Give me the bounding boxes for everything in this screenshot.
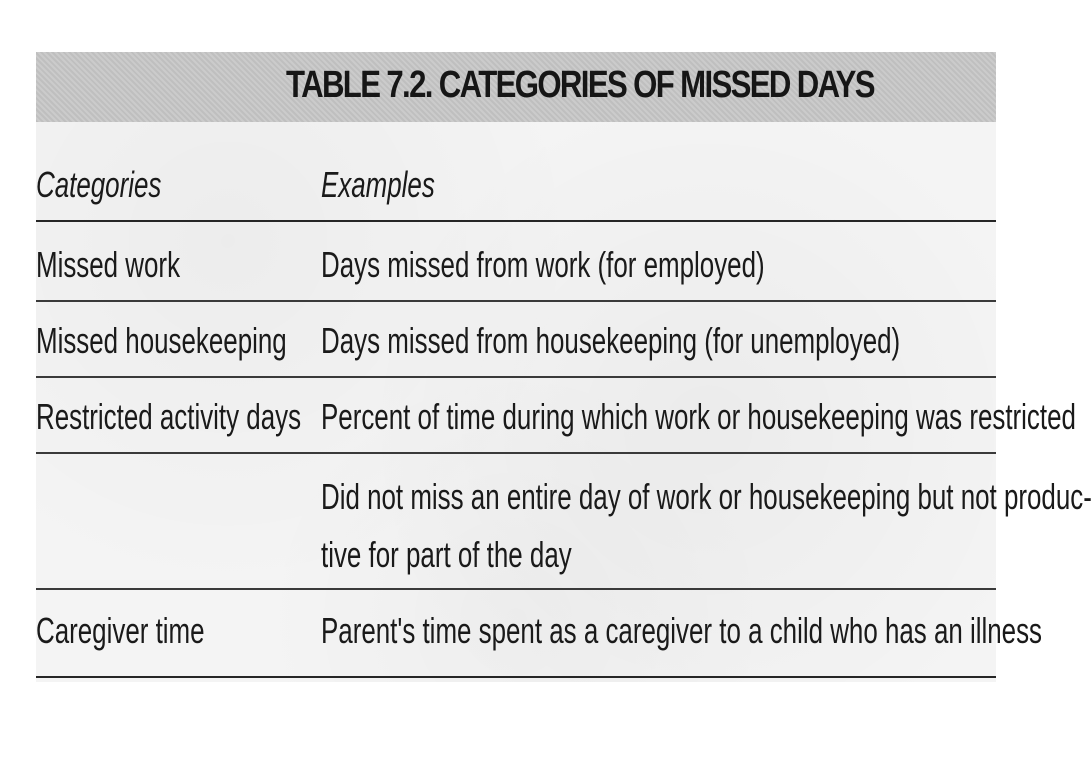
row-5-category: Caregiver time bbox=[36, 610, 205, 651]
row-4-example-line-2: tive for part of the day bbox=[321, 534, 572, 575]
row-1-category: Missed work bbox=[36, 244, 181, 285]
row-2-category: Missed housekeeping bbox=[36, 320, 287, 361]
row-4-example-line-1: Did not miss an entire day of work or housekeeping but not produc- bbox=[321, 476, 1092, 517]
row-2-example: Days missed from housekeeping (for unemployed) bbox=[321, 320, 901, 361]
table-title-band bbox=[36, 52, 996, 122]
bottom-rule bbox=[36, 676, 996, 678]
row-rule bbox=[36, 376, 996, 378]
row-3-example: Percent of time during which work or housekeeping was restricted bbox=[321, 396, 1076, 437]
row-rule bbox=[36, 452, 996, 454]
row-1-example: Days missed from work (for employed) bbox=[321, 244, 765, 285]
row-5-example: Parent's time spent as a caregiver to a child who has an illness bbox=[321, 610, 1043, 651]
header-rule bbox=[36, 220, 996, 222]
scanned-table-page bbox=[36, 52, 1092, 682]
header-categories: Categories bbox=[36, 164, 162, 205]
row-rule bbox=[36, 588, 996, 590]
header-examples: Examples bbox=[321, 164, 435, 205]
table-title: TABLE 7.2. CATEGORIES OF MISSED DAYS bbox=[286, 64, 874, 106]
row-3-category: Restricted activity days bbox=[36, 396, 302, 437]
row-rule bbox=[36, 300, 996, 302]
